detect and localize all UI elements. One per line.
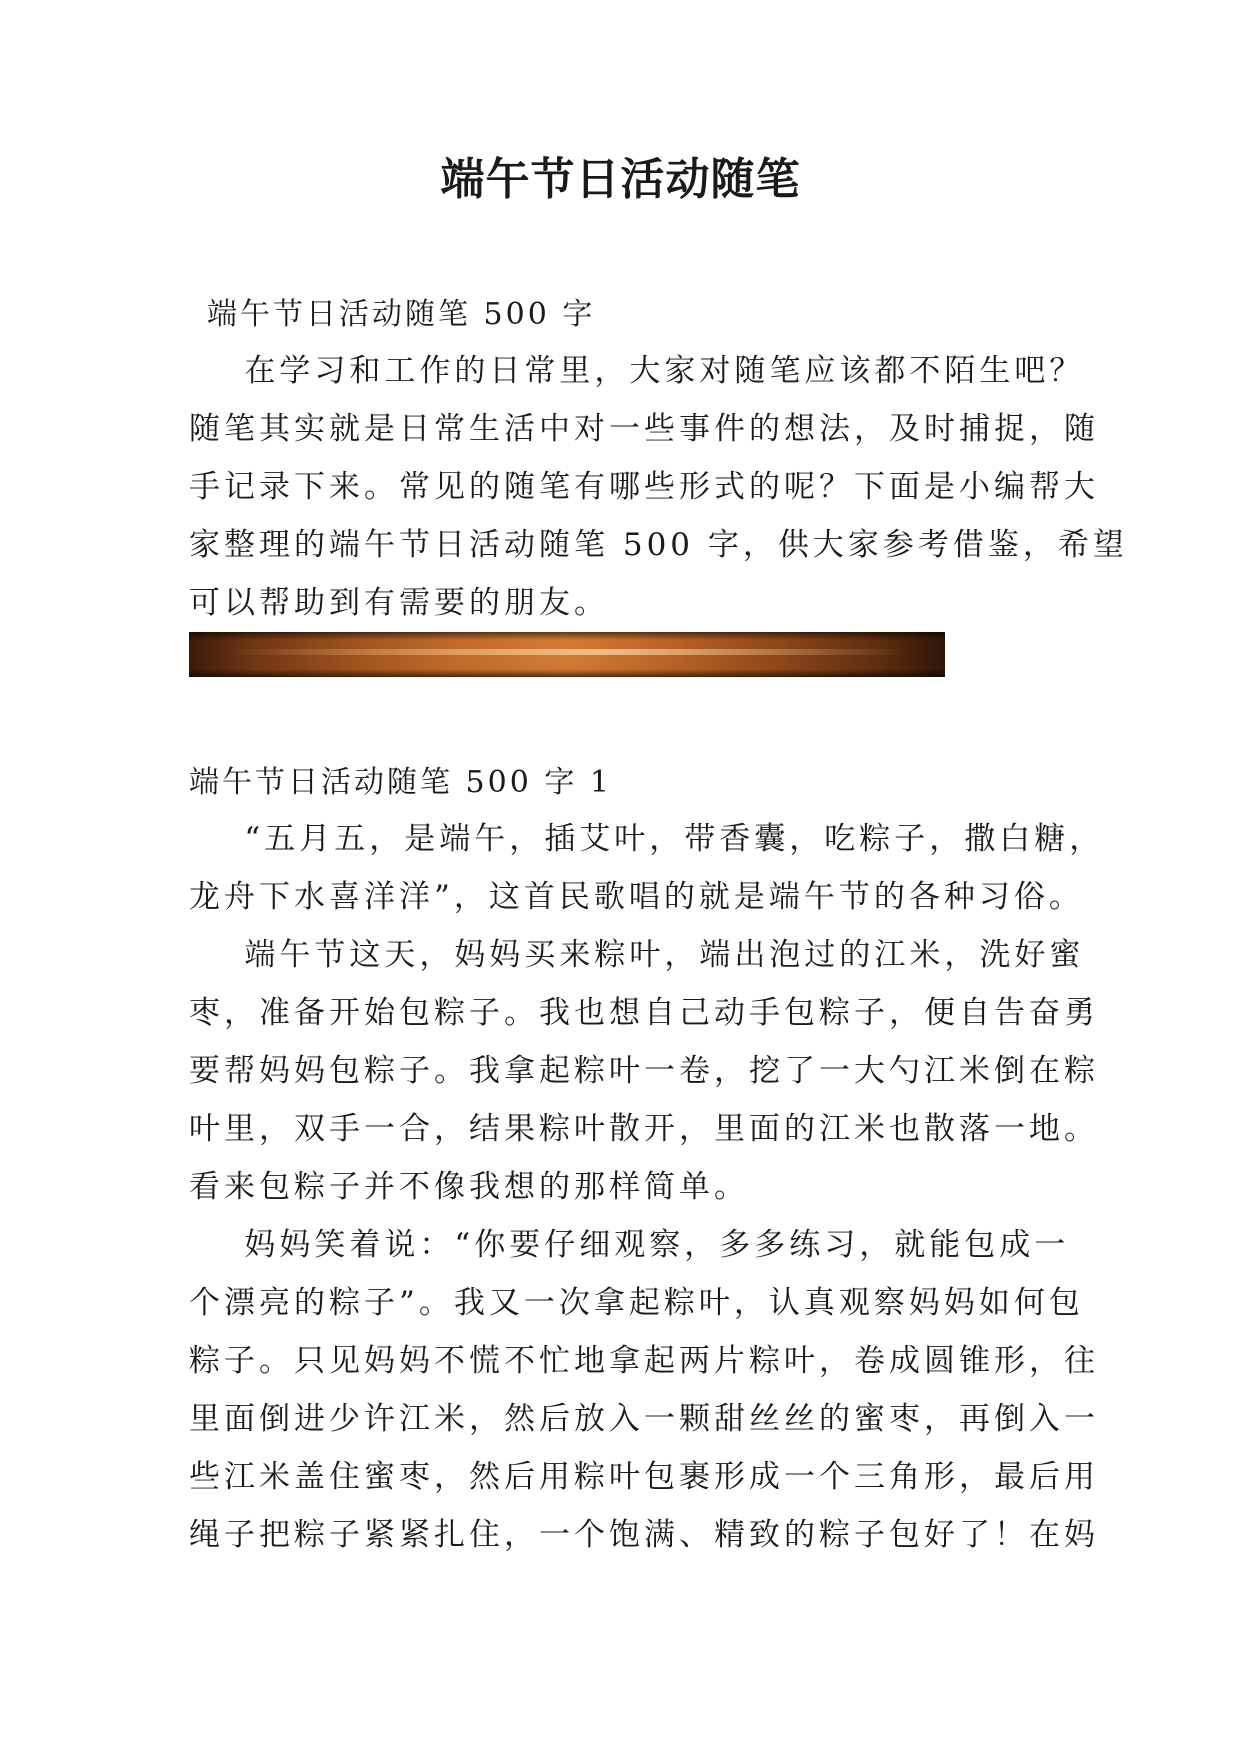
decorative-divider-image [189,632,945,677]
section-line: 要帮妈妈包粽子。我拿起粽叶一卷，挖了一大勺江米倒在粽 [189,1053,1099,1089]
section-line: 绳子把粽子紧紧扎住，一个饱满、精致的粽子包好了！在妈 [189,1517,1099,1553]
intro-line: 家整理的端午节日活动随笔 500 字，供大家参考借鉴，希望 [189,527,1128,563]
section-line: 妈妈笑着说：“你要仔细观察，多多练习，就能包成一 [189,1227,1070,1263]
section-line: 个漂亮的粽子”。我又一次拿起粽叶，认真观察妈妈如何包 [189,1285,1084,1321]
section-line: 端午节这天，妈妈买来粽叶，端出泡过的江米，洗好蜜 [189,937,1085,973]
section-line: 看来包粽子并不像我想的那样简单。 [189,1169,749,1205]
document-title: 端午节日活动随笔 [440,154,801,205]
section-line: 粽子。只见妈妈不慌不忙地拿起两片粽叶，卷成圆锥形，往 [189,1343,1099,1379]
section-line: 叶里，双手一合，结果粽叶散开，里面的江米也散落一地。 [189,1111,1099,1147]
intro-heading: 端午节日活动随笔 500 字 [207,297,596,332]
intro-line: 可以帮助到有需要的朋友。 [189,585,609,621]
intro-line: 手记录下来。常见的随笔有哪些形式的呢？下面是小编帮大 [189,469,1099,505]
section-line: 龙舟下水喜洋洋”，这首民歌唱的就是端午节的各种习俗。 [189,879,1084,915]
section-line: 里面倒进少许江米，然后放入一颗甜丝丝的蜜枣，再倒入一 [189,1401,1099,1437]
section-line: “五月五，是端午，插艾叶，带香囊，吃粽子，撒白糖， [189,821,1105,857]
intro-line: 随笔其实就是日常生活中对一些事件的想法，及时捕捉，随 [189,411,1099,447]
section-heading: 端午节日活动随笔 500 字 1 [189,765,612,800]
intro-line: 在学习和工作的日常里，大家对随笔应该都不陌生吧？ [189,353,1085,389]
section-line: 些江米盖住蜜枣，然后用粽叶包裹形成一个三角形，最后用 [189,1459,1099,1495]
section-line: 枣，准备开始包粽子。我也想自己动手包粽子，便自告奋勇 [189,995,1099,1031]
